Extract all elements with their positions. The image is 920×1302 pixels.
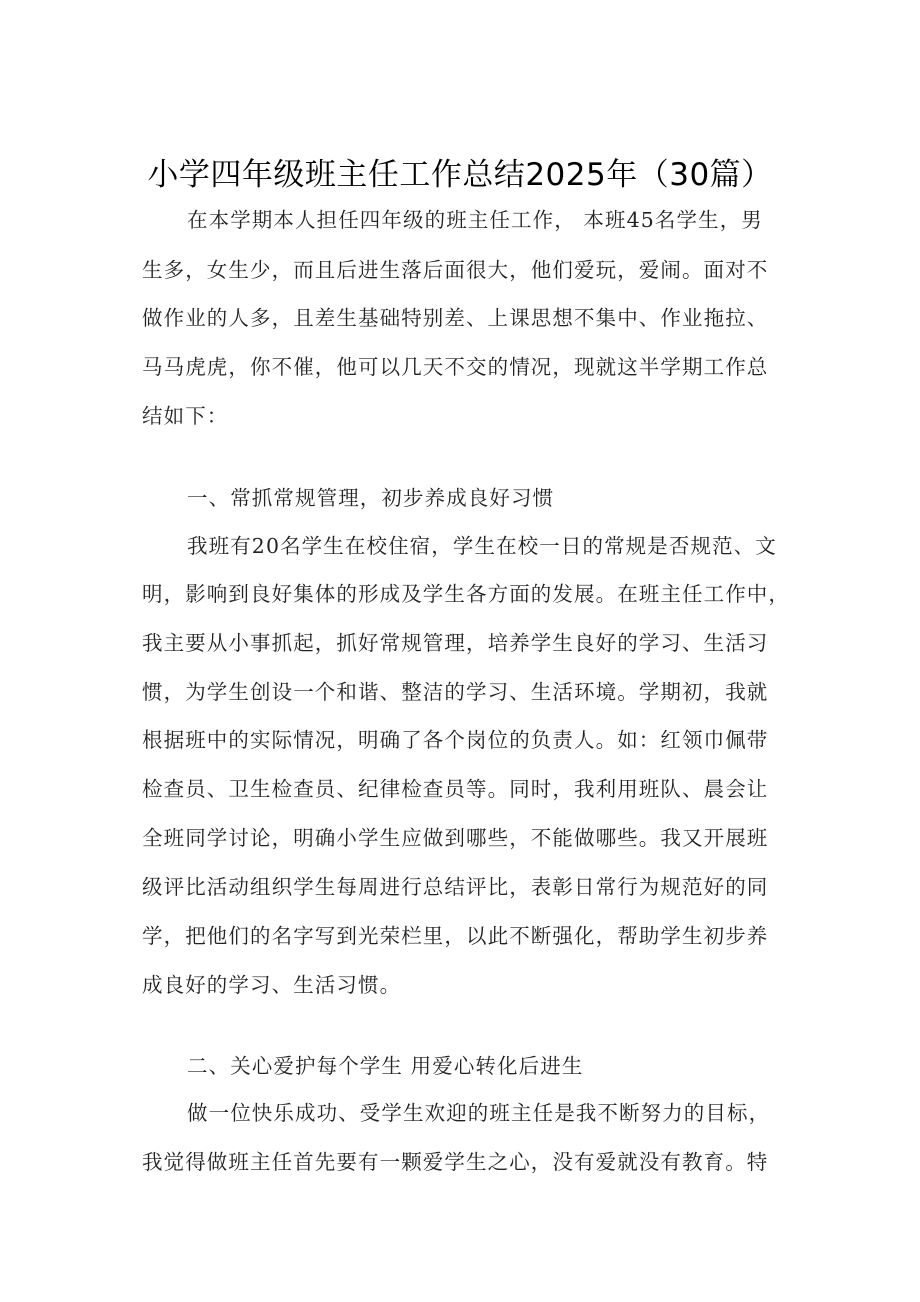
text-line: 我班有20名学生在校住宿，学生在校一日的常规是否规范、文 [187,534,777,558]
text-line: 马马虎虎，你不催，他可以几天不交的情况，现就这半学期工作总 [142,355,769,379]
document-title: 小学四年级班主任工作总结2025年（30篇） [147,157,773,193]
text-line: 明，影响到良好集体的形成及学生各方面的发展。在班主任工作中， [142,582,790,606]
text-line: 生多，女生少，而且后进生落后面很大，他们爱玩，爱闹。面对不 [142,258,769,282]
section-heading-2: 二、关心爱护每个学生 用爱心转化后进生 [187,1054,584,1078]
text-line: 学，把他们的名字写到光荣栏里，以此不断强化，帮助学生初步养 [142,924,769,948]
text-line: 结如下： [142,404,229,428]
text-line: 检查员、卫生检查员、纪律检查员等。同时，我利用班队、晨会让 [142,777,769,801]
text-line: 做一位快乐成功、受学生欢迎的班主任是我不断努力的目标， [187,1101,771,1125]
text-line: 做作业的人多，且差生基础特别差、上课思想不集中、作业拖拉、 [142,306,769,330]
text-line: 根据班中的实际情况，明确了各个岗位的负责人。如：红领巾佩带 [142,728,769,752]
text-line: 惯，为学生创设一个和谐、整洁的学习、生活环境。学期初，我就 [142,680,769,704]
text-line: 在本学期本人担任四年级的班主任工作， 本班45名学生，男 [187,208,763,232]
text-line: 成良好的学习、生活习惯。 [142,973,402,997]
section-heading-1: 一、常抓常规管理，初步养成良好习惯 [187,486,555,510]
text-line: 全班同学讨论，明确小学生应做到哪些，不能做哪些。我又开展班 [142,826,769,850]
text-line: 我主要从小事抓起，抓好常规管理，培养学生良好的学习、生活习 [142,631,769,655]
text-line: 我觉得做班主任首先要有一颗爱学生之心，没有爱就没有教育。特 [142,1150,769,1174]
text-line: 级评比活动组织学生每周进行总结评比，表彰日常行为规范好的同 [142,875,769,899]
